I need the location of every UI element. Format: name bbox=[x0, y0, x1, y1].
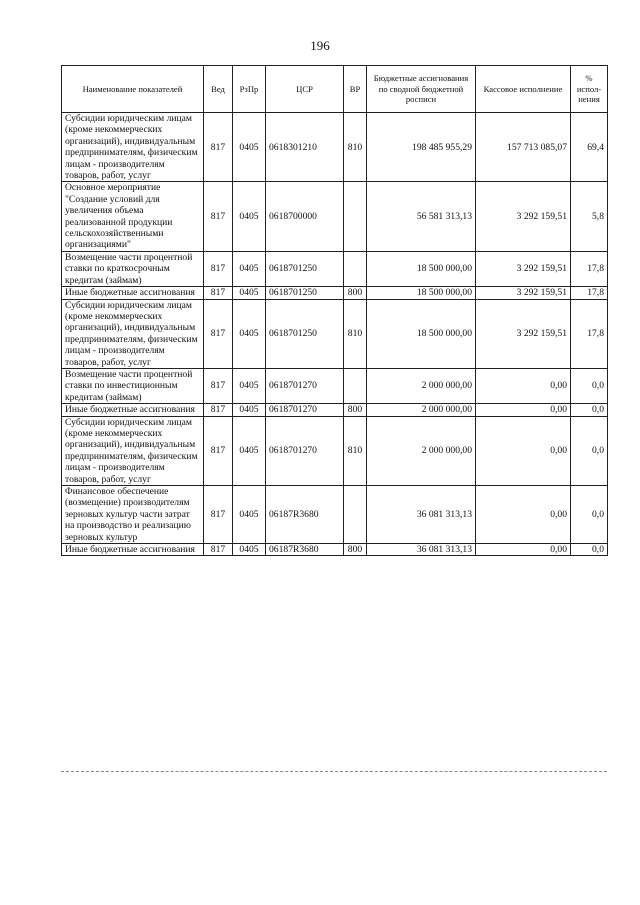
table-row bbox=[62, 404, 608, 416]
cell-rzpr: 0405 bbox=[233, 416, 266, 485]
cell-plan: 18 500 000,00 bbox=[367, 299, 476, 368]
header-row bbox=[62, 66, 608, 113]
cell-csr: 0618701270 bbox=[266, 416, 344, 485]
cell-plan: 198 485 955,29 bbox=[367, 113, 476, 182]
cell-vr: 800 bbox=[344, 287, 367, 299]
header-pct: % испол-нения bbox=[571, 66, 608, 113]
cell-cash: 3 292 159,51 bbox=[476, 182, 571, 251]
cell-rzpr: 0405 bbox=[233, 544, 266, 556]
cell-pct: 17,8 bbox=[571, 299, 608, 368]
table-body bbox=[62, 113, 608, 556]
header-rzpr: РзПр bbox=[233, 66, 266, 113]
table-row bbox=[62, 368, 608, 403]
cell-cash: 0,00 bbox=[476, 368, 571, 403]
cell-csr: 0618701270 bbox=[266, 404, 344, 416]
cell-plan: 2 000 000,00 bbox=[367, 416, 476, 485]
header-cash: Кассовое исполнение bbox=[476, 66, 571, 113]
cell-name: Возмещение части процентной ставки по инвестиционным кредитам (займам) bbox=[62, 368, 204, 403]
cell-pct: 0,0 bbox=[571, 544, 608, 556]
cell-name: Иные бюджетные ассигнования bbox=[62, 544, 204, 556]
cell-ved: 817 bbox=[204, 113, 233, 182]
cell-ved: 817 bbox=[204, 251, 233, 286]
cell-csr: 0618701250 bbox=[266, 287, 344, 299]
cell-rzpr: 0405 bbox=[233, 299, 266, 368]
cell-rzpr: 0405 bbox=[233, 251, 266, 286]
cell-vr: 810 bbox=[344, 299, 367, 368]
cell-ved: 817 bbox=[204, 287, 233, 299]
cell-csr: 0618701250 bbox=[266, 299, 344, 368]
cell-plan: 18 500 000,00 bbox=[367, 251, 476, 286]
cell-name: Субсидии юридическим лицам (кроме некоммерческих организаций), индивидуальным предпринимателям, физическим лицам - производителям товаров, работ, услуг bbox=[62, 299, 204, 368]
cell-cash: 3 292 159,51 bbox=[476, 287, 571, 299]
table-row bbox=[62, 287, 608, 299]
table-row bbox=[62, 544, 608, 556]
cell-vr: 810 bbox=[344, 416, 367, 485]
cell-pct: 17,8 bbox=[571, 287, 608, 299]
cell-ved: 817 bbox=[204, 182, 233, 251]
cell-name: Иные бюджетные ассигнования bbox=[62, 287, 204, 299]
cell-rzpr: 0405 bbox=[233, 486, 266, 544]
cell-pct: 17,8 bbox=[571, 251, 608, 286]
cell-plan: 2 000 000,00 bbox=[367, 368, 476, 403]
table-row bbox=[62, 113, 608, 182]
cell-pct: 0,0 bbox=[571, 486, 608, 544]
cell-cash: 0,00 bbox=[476, 416, 571, 485]
table-row bbox=[62, 416, 608, 485]
cell-vr bbox=[344, 182, 367, 251]
cell-vr: 800 bbox=[344, 404, 367, 416]
table-row bbox=[62, 486, 608, 544]
header-csr: ЦСР bbox=[266, 66, 344, 113]
table-header bbox=[62, 66, 608, 113]
cell-cash: 157 713 085,07 bbox=[476, 113, 571, 182]
cell-vr bbox=[344, 368, 367, 403]
cell-csr: 06187R3680 bbox=[266, 544, 344, 556]
cell-ved: 817 bbox=[204, 368, 233, 403]
cell-plan: 2 000 000,00 bbox=[367, 404, 476, 416]
budget-execution-table bbox=[61, 65, 608, 556]
cell-csr: 0618701250 bbox=[266, 251, 344, 286]
cell-name: Возмещение части процентной ставки по краткосрочным кредитам (займам) bbox=[62, 251, 204, 286]
header-vr: ВР bbox=[344, 66, 367, 113]
cell-plan: 36 081 313,13 bbox=[367, 544, 476, 556]
cell-vr: 800 bbox=[344, 544, 367, 556]
page-number: 196 bbox=[310, 38, 330, 53]
cell-ved: 817 bbox=[204, 299, 233, 368]
cell-name: Субсидии юридическим лицам (кроме некоммерческих организаций), индивидуальным предпринимателям, физическим лицам - производителям товаров, работ, услуг bbox=[62, 113, 204, 182]
cell-vr bbox=[344, 486, 367, 544]
cell-csr: 0618701270 bbox=[266, 368, 344, 403]
header-name: Наименование показателей bbox=[62, 66, 204, 113]
cell-pct: 0,0 bbox=[571, 404, 608, 416]
cell-name: Основное мероприятие "Создание условий для увеличения объема реализованной продукции сельскохозяйственными организациями" bbox=[62, 182, 204, 251]
table-row bbox=[62, 182, 608, 251]
cell-name: Иные бюджетные ассигнования bbox=[62, 404, 204, 416]
cell-plan: 56 581 313,13 bbox=[367, 182, 476, 251]
cell-csr: 0618700000 bbox=[266, 182, 344, 251]
cell-pct: 0,0 bbox=[571, 368, 608, 403]
cell-name: Субсидии юридическим лицам (кроме некоммерческих организаций), индивидуальным предпринимателям, физическим лицам - производителям товаров, работ, услуг bbox=[62, 416, 204, 485]
cell-ved: 817 bbox=[204, 544, 233, 556]
cell-csr: 0618301210 bbox=[266, 113, 344, 182]
cell-ved: 817 bbox=[204, 486, 233, 544]
cell-cash: 3 292 159,51 bbox=[476, 251, 571, 286]
header-plan: Бюджетные ассигнования по сводной бюджетной росписи bbox=[367, 66, 476, 113]
cell-pct: 69,4 bbox=[571, 113, 608, 182]
cell-plan: 18 500 000,00 bbox=[367, 287, 476, 299]
cell-pct: 5,8 bbox=[571, 182, 608, 251]
cell-csr: 06187R3680 bbox=[266, 486, 344, 544]
cell-cash: 0,00 bbox=[476, 544, 571, 556]
cell-rzpr: 0405 bbox=[233, 113, 266, 182]
cell-vr bbox=[344, 251, 367, 286]
cell-cash: 3 292 159,51 bbox=[476, 299, 571, 368]
cell-rzpr: 0405 bbox=[233, 182, 266, 251]
cell-ved: 817 bbox=[204, 404, 233, 416]
cell-cash: 0,00 bbox=[476, 404, 571, 416]
cell-rzpr: 0405 bbox=[233, 404, 266, 416]
header-ved: Вед bbox=[204, 66, 233, 113]
cell-rzpr: 0405 bbox=[233, 368, 266, 403]
cell-pct: 0,0 bbox=[571, 416, 608, 485]
cell-name: Финансовое обеспечение (возмещение) производителям зерновых культур части затрат на производство и реализацию зерновых культур bbox=[62, 486, 204, 544]
table-row bbox=[62, 251, 608, 286]
cell-rzpr: 0405 bbox=[233, 287, 266, 299]
cell-plan: 36 081 313,13 bbox=[367, 486, 476, 544]
cell-ved: 817 bbox=[204, 416, 233, 485]
table-row bbox=[62, 299, 608, 368]
cell-vr: 810 bbox=[344, 113, 367, 182]
cell-cash: 0,00 bbox=[476, 486, 571, 544]
page-cut-line bbox=[61, 771, 607, 774]
